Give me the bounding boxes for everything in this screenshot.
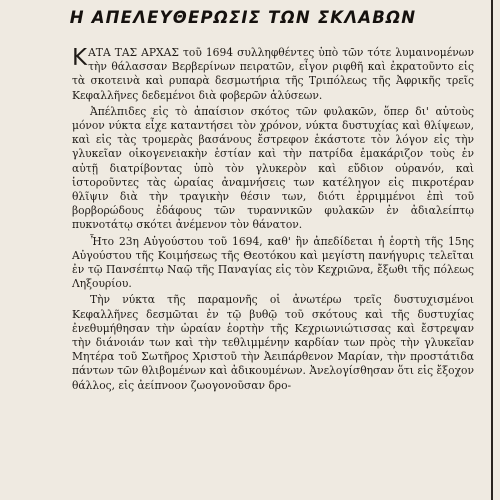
page-title: Η ΑΠΕΛΕΥΘΕΡΩΣΙΣ ΤΩΝ ΣΚΛΑΒΩΝ [69,8,417,27]
paragraph-3-text: Ἦτο 23η Αὐγούστου τοῦ 1694, καθ' ἣν ἀπεδίδεται ἡ ἑορτὴ τῆς 15ης Αὐγούστου τῆς Κοιμήσεως τῆς Θεοτόκου καὶ μεγίστη πανήγυρις τελεῖται ἐν τῷ Πανσέπτῳ Ναῷ τῆς Παναγίας εἰς τὸν Κεχριῶνα, ἔξωθι τῆς πόλεως Ληξουρίου. [72,234,474,291]
drop-cap: Κ [72,45,88,71]
paragraph-1-text: ΑΤΑ ΤΑΣ ΑΡΧΑΣ τοῦ 1694 συλληφθέντες ὑπὸ τῶν τότε λυμαινομένων τὴν θάλασσαν Βερβερίνων πειρατῶν, εἶγον ριφθῆ καὶ ἐκρατοῦντο εἰς τὰ σκοτεινὰ καὶ ρυπαρὰ δεσμωτήρια τῆς Τριπόλεως τῆς Ἀφρικῆς τρεῖς Κεφαλλῆνες δεδεμένοι διὰ φοβερῶν ἁλύσεων. [72,46,474,102]
article-body [72,46,474,395]
paragraph-3 [72,235,474,292]
page-edge-rule [491,0,493,500]
paragraph-2-text: Ἀπέλπιδες εἰς τὸ ἀπαίσιον σκότος τῶν φυλακῶν, ὅπερ δι' αὐτοὺς μόνον νύκτα εἶχε καταντήσει τὸν χρόνον, νύκτα δυστυχίας καὶ θλίψεων, καὶ εἰς τὰς τρομερὰς βασάνους ἔστρεφον ἑκάστοτε τὸν λόγον εἰς τὴν γλυκεῖαν οἰκογενειακὴν ἑστίαν καὶ τὴν πατρίδα ἐμακάριζον τοὺς ἐν αὐτῇ διατρίβοντας ὑπὸ τὸν γλυκερὸν καὶ εὔδιον οὐρανόν, καὶ ἱστοροῦντες τὰς ὡραίας ἀναμνήσεις των κατέληγον εἰς πικροτέραν θλῖψιν διὰ τὴν τραγικὴν θέσιν των, διότι ἐρριμμένοι ἐπὶ τοῦ βορβορώδους ἐδάφους τῶν τυραννικῶν φυλακῶν ἐν ἀδιαλείπτῳ πυκνοτάτῳ σκότει ἀνέμενον τὸν θάνατον. [72,104,474,232]
paragraph-1 [72,46,474,103]
paragraph-4 [72,293,474,392]
paragraph-2 [72,105,474,233]
paragraph-4-text: Τὴν νύκτα τῆς παραμονῆς οἱ ἀνωτέρω τρεῖς δυστυχισμένοι Κεφαλλῆνες δεσμῶται ἐν τῷ βυθῷ τοῦ σκότους καὶ τῆς δυστυχίας ἐνεθυμήθησαν τὴν ὡραίαν ἑορτὴν τῆς Κεχριωνιώτισσας καὶ ἔστρεψαν τὴν διάνοιάν των καὶ τὴν τεθλιμμένην καρδίαν των πρὸς τὴν γλυκεῖαν Μητέρα τοῦ Σωτῆρος Χριστοῦ τὴν Ἀειπάρθενον Μαρίαν, τὴν προστάτιδα πάντων τῶν θλιβομένων καὶ ἀδικουμένων. Ἀνελογίσθησαν ὅτι εἰς ἔξοχον θάλλος, εἰς ἀείπνοον ζωογονοῦσαν δρο- [72,293,474,392]
